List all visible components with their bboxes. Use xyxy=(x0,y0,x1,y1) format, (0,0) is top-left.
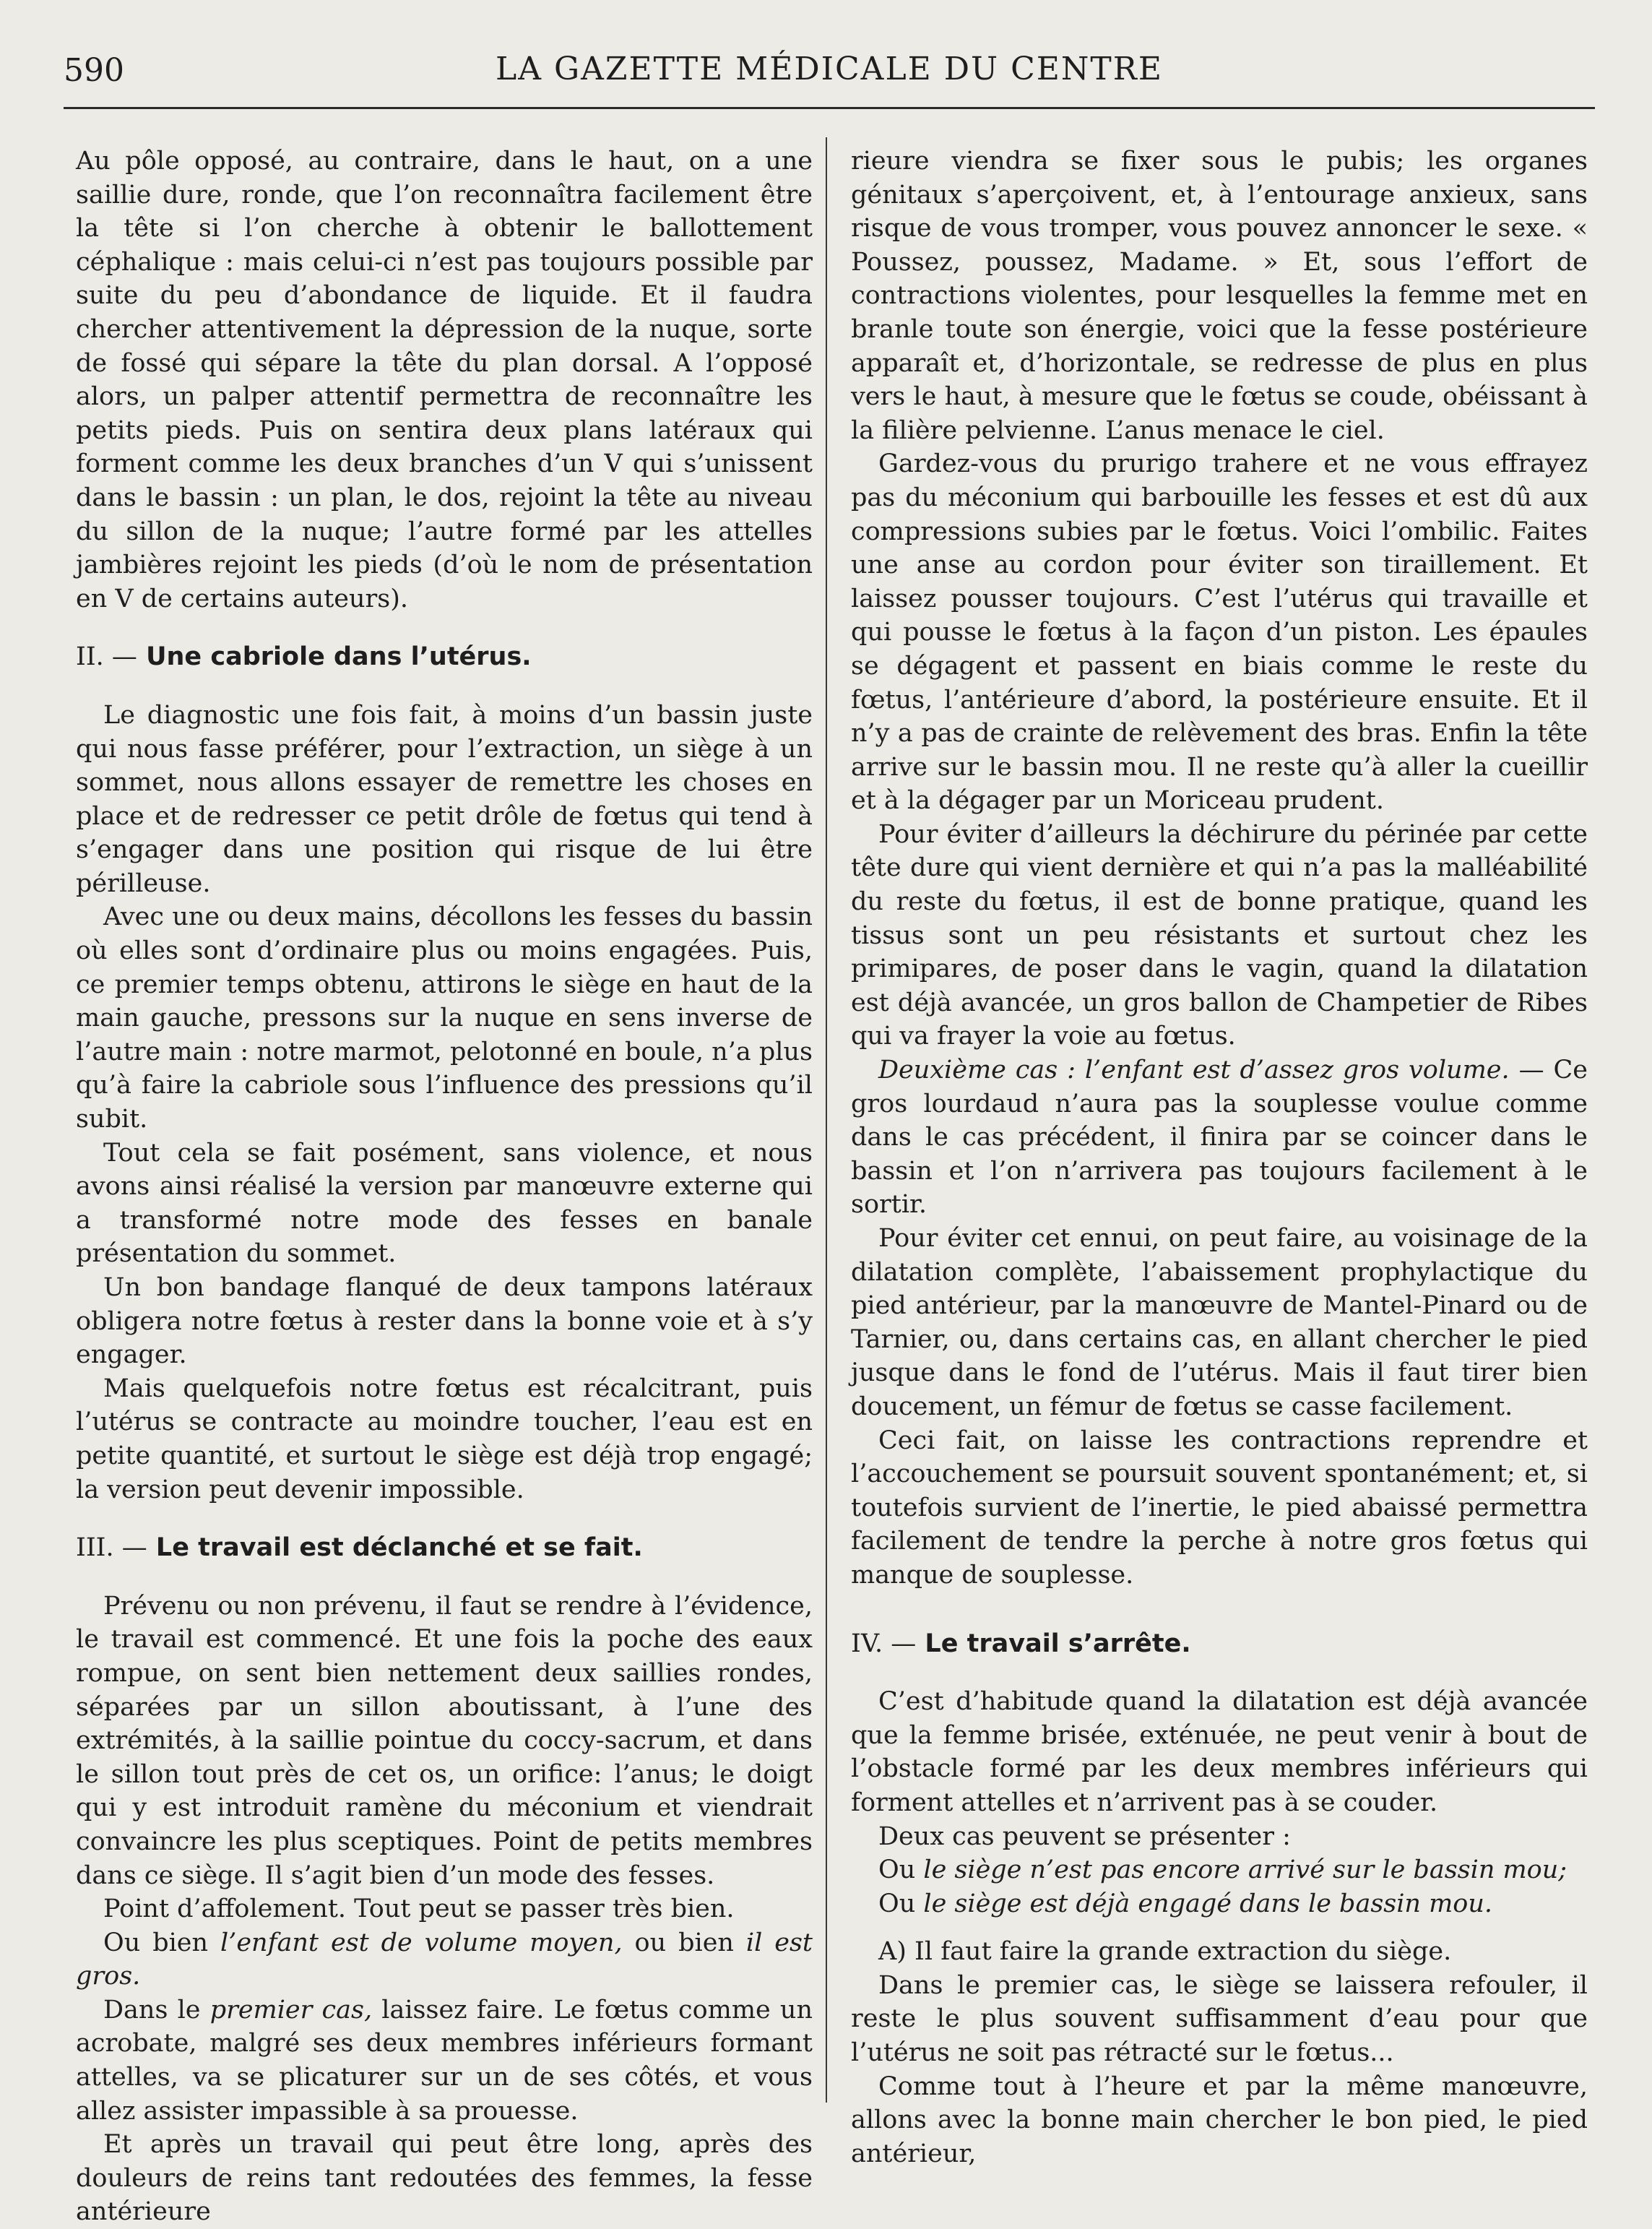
paragraph: Pour éviter d’ailleurs la déchirure du périnée par cette tête dure qui vient dernière et qui n’a pas la malléabilité du reste du fœtus, il est de bonne pratique, quand les tissus sont un peu résistants et surtout chez les primipares, de poser dans le vagin, quand la dilatation est déjà avancée, un gros ballon de Champetier de Ribes qui va frayer la voie au fœtus. xyxy=(851,819,1588,1051)
section-number: II. — xyxy=(76,642,137,672)
paragraph: Deux cas peuvent se présenter : xyxy=(878,1821,1291,1851)
italic-run: Deuxième cas : l’enfant est d’assez gros volume. xyxy=(878,1056,1510,1085)
section-title: Le travail est déclanché et se fait. xyxy=(155,1533,643,1563)
paragraph xyxy=(76,1926,813,1993)
paragraph: Un bon bandage flanqué de deux tampons latéraux obligera notre fœtus à rester dans la bonne voie et à s’y engager. xyxy=(76,1273,813,1370)
paragraph xyxy=(76,1993,813,2128)
section-title: Une cabriole dans l’utérus. xyxy=(146,642,532,672)
right-column xyxy=(851,145,1588,2170)
section-number: III. — xyxy=(76,1533,147,1563)
paragraph xyxy=(851,1853,1588,1887)
italic-run: l’enfant est de volume moyen, xyxy=(220,1928,623,1957)
text-run: Dans le xyxy=(103,1995,210,2025)
section-title: Le travail s’arrête. xyxy=(925,1629,1191,1658)
text-run: Ou xyxy=(878,1889,924,1918)
journal-title: LA GAZETTE MÉDICALE DU CENTRE xyxy=(495,51,1164,87)
text-run: laissez faire. Le fœtus comme un acrobate, malgré ses deux membres inférieurs formant attelles, va se plicaturer sur un de ses côtés, et vous allez assister impassible à sa prouesse. xyxy=(76,1995,813,2126)
paragraph: Dans le premier cas, le siège se laissera refouler, il reste le plus souvent suffisamment d’eau pour que l’utérus ne soit pas rétracté sur le fœtus... xyxy=(851,1970,1588,2068)
italic-run: le siège n’est pas encore arrivé sur le bassin mou; xyxy=(923,1855,1567,1885)
section-heading-ii xyxy=(76,640,813,674)
paragraph: Point d’affolement. Tout peut se passer très bien. xyxy=(103,1894,735,1924)
section-number: IV. — xyxy=(851,1629,917,1658)
paragraph: Avec une ou deux mains, décollons les fesses du bassin où elles sont d’ordinaire plus ou moins engagées. Puis, ce premier temps obtenu, attirons le siège en haut de la main gauche, pressons sur la nuque en sens inverse de l’autre main : notre marmot, pelotonné en boule, n’a plus qu’à faire la cabriole sous l’influence des pressions qu’il subit. xyxy=(76,902,813,1134)
paragraph: Mais quelquefois notre fœtus est récalcitrant, puis l’utérus se contracte au moindre toucher, l’eau est en petite quantité, et surtout le siège est déjà trop engagé; la version peut devenir impossible. xyxy=(76,1374,813,1504)
page-header xyxy=(64,45,1595,95)
paragraph: Comme tout à l’heure et par la même manœuvre, allons avec la bonne main chercher le bon pied, le pied antérieur, xyxy=(851,2071,1588,2168)
paragraph: Tout cela se fait posément, sans violence, et nous avons ainsi réalisé la version par manœuvre externe qui a transformé notre mode des fesses en banale présentation du sommet. xyxy=(76,1138,813,1269)
italic-run: il est gros. xyxy=(76,1928,813,1991)
text-run: Ou bien xyxy=(103,1928,220,1957)
header-rule xyxy=(64,107,1595,109)
paragraph: Ceci fait, on laisse les contractions reprendre et l’accouchement se poursuit souvent spontanément; et, si toutefois survient de l’inertie, le pied abaissé permettra facilement de tendre la perche à notre gros fœtus qui manque de souplesse. xyxy=(851,1426,1588,1590)
italic-run: premier cas, xyxy=(209,1995,373,2025)
text-run: — Ce gros lourdaud n’aura pas la souplesse voulue comme dans le cas précédent, il finira par se coincer dans le bassin et l’on n’arrivera pas toujours facilement à le sortir. xyxy=(851,1056,1588,1220)
paragraph: Gardez-vous du prurigo trahere et ne vous effrayez pas du méconium qui barbouille les fesses et est dû aux compressions subies par le fœtus. Voici l’ombilic. Faites une anse au cordon pour éviter son tiraillement. Et laissez pousser toujours. C’est l’utérus qui travaille et qui pousse le fœtus à la façon d’un piston. Les épaules se dégagent et passent en biais comme le reste du fœtus, l’antérieure d’abord, la postérieure ensuite. Et il n’y a pas de crainte de relèvement des bras. Enfin la tête arrive sur le bassin mou. Il ne reste qu’à aller la cueillir et à la dégager par un Moriceau prudent. xyxy=(851,449,1588,816)
left-column xyxy=(76,145,813,2229)
paragraph: Et après un travail qui peut être long, après des douleurs de reins tant redoutées des femmes, la fesse antérieure xyxy=(76,2130,813,2227)
paragraph xyxy=(851,1053,1588,1222)
italic-run: le siège est déjà engagé dans le bassin mou. xyxy=(923,1889,1493,1918)
paragraph: Au pôle opposé, au contraire, dans le haut, on a une saillie dure, ronde, que l’on reconnaîtra facilement être la tête si l’on cherche à obtenir le ballottement céphalique : mais celui-ci n’est pas toujours possible par suite du peu d’abondance de liquide. Et il faudra chercher attentivement la dépression de la nuque, sorte de fossé qui sépare la tête du plan dorsal. A l’opposé alors, un palper attentif permettra de reconnaître les petits pieds. Puis on sentira deux plans latéraux qui forment comme les deux branches d’un V qui s’unissent dans le bassin : un plan, le dos, rejoint la tête au niveau du sillon de la nuque; l’autre formé par les attelles jambières rejoint les pieds (d’où le nom de présentation en V de certains auteurs). xyxy=(76,147,813,613)
column-divider xyxy=(826,137,827,2103)
text-run: ou bien xyxy=(622,1928,746,1957)
paragraph: Le diagnostic une fois fait, à moins d’un bassin juste qui nous fasse préférer, pour l’extraction, un siège à un sommet, nous allons essayer de remettre les choses en place et de redresser ce petit drôle de fœtus qui tend à s’engager dans une position qui risque de lui être périlleuse. xyxy=(76,700,813,898)
paragraph: C’est d’habitude quand la dilatation est déjà avancée que la femme brisée, exténuée, ne peut venir à bout de l’obstacle formé par les deux membres inférieurs qui forment attelles et n’arrivent pas à se couder. xyxy=(851,1687,1588,1817)
paragraph: A) Il faut faire la grande extraction du siège. xyxy=(878,1937,1452,1967)
page-number: 590 xyxy=(64,52,124,89)
section-heading-iv xyxy=(851,1627,1588,1661)
text-run: Ou xyxy=(878,1855,924,1885)
paragraph: rieure viendra se fixer sous le pubis; les organes génitaux s’aperçoivent, et, à l’entourage anxieux, sans risque de vous tromper, vous pouvez annoncer le sexe. « Poussez, poussez, Madame. » Et, sous l’effort de contractions violentes, pour lesquelles la femme met en branle toute son énergie, voici que la fesse postérieure apparaît et, d’horizontale, se redresse de plus en plus vers le haut, à mesure que le fœtus se coude, obéissant à la filière pelvienne. L’anus menace le ciel. xyxy=(851,147,1588,445)
paragraph xyxy=(851,1887,1588,1921)
paragraph: Prévenu ou non prévenu, il faut se rendre à l’évidence, le travail est commencé. Et une fois la poche des eaux rompue, on sent bien nettement deux saillies rondes, séparées par un sillon aboutissant, à l’une des extrémités, à la saillie pointue du coccy-sacrum, et dans le sillon tout près de cet os, un orifice: l’anus; le doigt qui y est introduit ramène du méconium et viendrait convaincre les plus sceptiques. Point de petits membres dans ce siège. Il s’agit bien d’un mode des fesses. xyxy=(76,1591,813,1890)
paragraph: Pour éviter cet ennui, on peut faire, au voisinage de la dilatation complète, l’abaissement prophylactique du pied antérieur, par la manœuvre de Mantel-Pinard ou de Tarnier, ou, dans certains cas, en allant chercher le pied jusque dans le fond de l’utérus. Mais il faut tirer bien doucement, un fémur de fœtus se casse facilement. xyxy=(851,1224,1588,1421)
section-heading-iii xyxy=(76,1531,813,1565)
